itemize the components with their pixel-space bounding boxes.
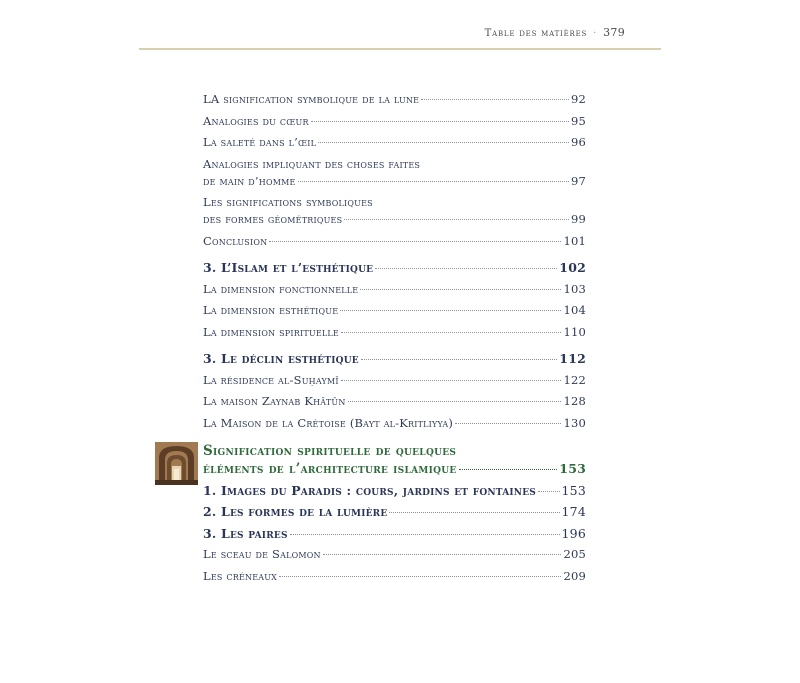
leader-dots (459, 469, 558, 470)
toc-entry-multiline[interactable] (203, 194, 586, 228)
leader-dots (323, 554, 562, 555)
toc-entry-title: Le sceau de Salomon (203, 547, 321, 561)
chapter-page: 153 (559, 460, 586, 476)
chapter-thumbnail-image (155, 442, 198, 485)
toc-entry-page: 122 (563, 372, 586, 387)
leader-dots (360, 289, 561, 290)
toc-entry-title: Conclusion (203, 233, 268, 248)
toc-section-page: 153 (561, 482, 586, 498)
toc-entry-page: 104 (563, 303, 586, 317)
leader-dots (361, 359, 557, 360)
toc-entry-title: La résidence al-Suḥaymī (203, 372, 339, 387)
toc-entry-page: 99 (570, 212, 586, 226)
toc-section-title: 3. L’Islam et l’esthétique (203, 260, 374, 275)
toc-entry-title-line2: de main d’homme (203, 173, 296, 188)
toc-entry-title: LA signification symbolique de la lune (203, 92, 420, 106)
running-head-title: Table des matières (484, 28, 588, 39)
page-number: 379 (603, 26, 625, 39)
toc-entry-page: 205 (563, 547, 586, 561)
toc-entry-page: 101 (563, 233, 586, 248)
leader-dots (341, 380, 562, 381)
toc-entry-title-line1: Les significations symboliques (203, 195, 373, 209)
toc-chapter[interactable] (203, 443, 586, 478)
toc-entry[interactable] (203, 281, 586, 298)
toc-section-title: 2. Les formes de la lumière (203, 504, 388, 519)
leader-dots (318, 142, 569, 143)
toc-entry-title: Les créneaux (203, 568, 278, 583)
toc-entry[interactable] (203, 134, 586, 151)
toc-entry[interactable] (203, 372, 586, 389)
running-head (485, 26, 625, 39)
leader-dots (279, 576, 561, 577)
toc-section[interactable] (203, 350, 586, 367)
toc-entry[interactable] (203, 415, 586, 432)
toc-entry[interactable] (203, 324, 586, 341)
leader-dots (389, 512, 559, 513)
running-head-separator: · (593, 28, 598, 39)
table-of-contents (203, 91, 586, 589)
toc-entry-page: 92 (570, 92, 586, 106)
leader-dots (341, 332, 562, 333)
toc-entry-page: 130 (563, 415, 586, 430)
toc-entry-page: 209 (563, 568, 586, 583)
toc-entry-page: 95 (570, 113, 586, 128)
toc-entry-title: La dimension fonctionnelle (203, 281, 359, 296)
leader-dots (311, 121, 569, 122)
leader-dots (269, 241, 561, 242)
toc-entry-page: 97 (570, 173, 586, 188)
toc-section-page: 112 (559, 351, 586, 366)
toc-entry[interactable] (203, 113, 586, 130)
toc-entry[interactable] (203, 91, 586, 108)
toc-section-title: 1. Images du Paradis : cours, jardins et fontaines (203, 482, 536, 498)
toc-entry-title: La maison Zaynab Khātūn (203, 394, 346, 408)
toc-section-page: 174 (561, 504, 586, 519)
toc-entry[interactable] (203, 233, 586, 250)
toc-entry[interactable] (203, 393, 586, 410)
leader-dots (348, 401, 562, 402)
toc-section-page: 196 (561, 525, 586, 541)
leader-dots (455, 423, 561, 424)
toc-entry-page: 103 (563, 281, 586, 296)
toc-entry-title: La dimension spirituelle (203, 324, 339, 339)
arches-corridor-icon (155, 442, 198, 485)
leader-dots (375, 268, 557, 269)
toc-section[interactable] (203, 482, 586, 499)
toc-section[interactable] (203, 259, 586, 276)
toc-entry-page: 110 (563, 324, 586, 339)
chapter-title-line1: Signification spirituelle de quelques (203, 442, 457, 459)
toc-entry-multiline[interactable] (203, 156, 586, 190)
leader-dots (298, 181, 569, 182)
toc-section[interactable] (203, 525, 586, 542)
leader-dots (340, 310, 561, 311)
toc-entry-title: La Maison de la Crétoise (Bayt al-Kritliyya) (203, 415, 454, 430)
toc-entry-page: 96 (570, 135, 586, 149)
toc-entry-title: Analogies du cœur (203, 113, 309, 128)
leader-dots (538, 491, 560, 492)
toc-entry[interactable] (203, 568, 586, 585)
toc-entry[interactable] (203, 302, 586, 319)
toc-section-title: 3. Le déclin esthétique (203, 351, 359, 366)
header-rule (139, 48, 661, 50)
chapter-title-line2: éléments de l’architecture islamique (203, 460, 457, 477)
toc-entry-title-line2: des formes géométriques (203, 212, 343, 226)
leader-dots (290, 534, 560, 535)
toc-entry[interactable] (203, 546, 586, 563)
toc-section-page: 102 (559, 260, 586, 275)
toc-entry-title: La dimension esthétique (203, 303, 339, 317)
toc-entry-page: 128 (563, 394, 586, 408)
leader-dots (421, 99, 569, 100)
toc-section[interactable] (203, 503, 586, 520)
toc-entry-title: La saleté dans l’œil (203, 135, 317, 149)
toc-entry-title-line1: Analogies impliquant des choses faites (203, 156, 421, 171)
toc-section-title: 3. Les paires (203, 525, 288, 541)
leader-dots (344, 219, 569, 220)
